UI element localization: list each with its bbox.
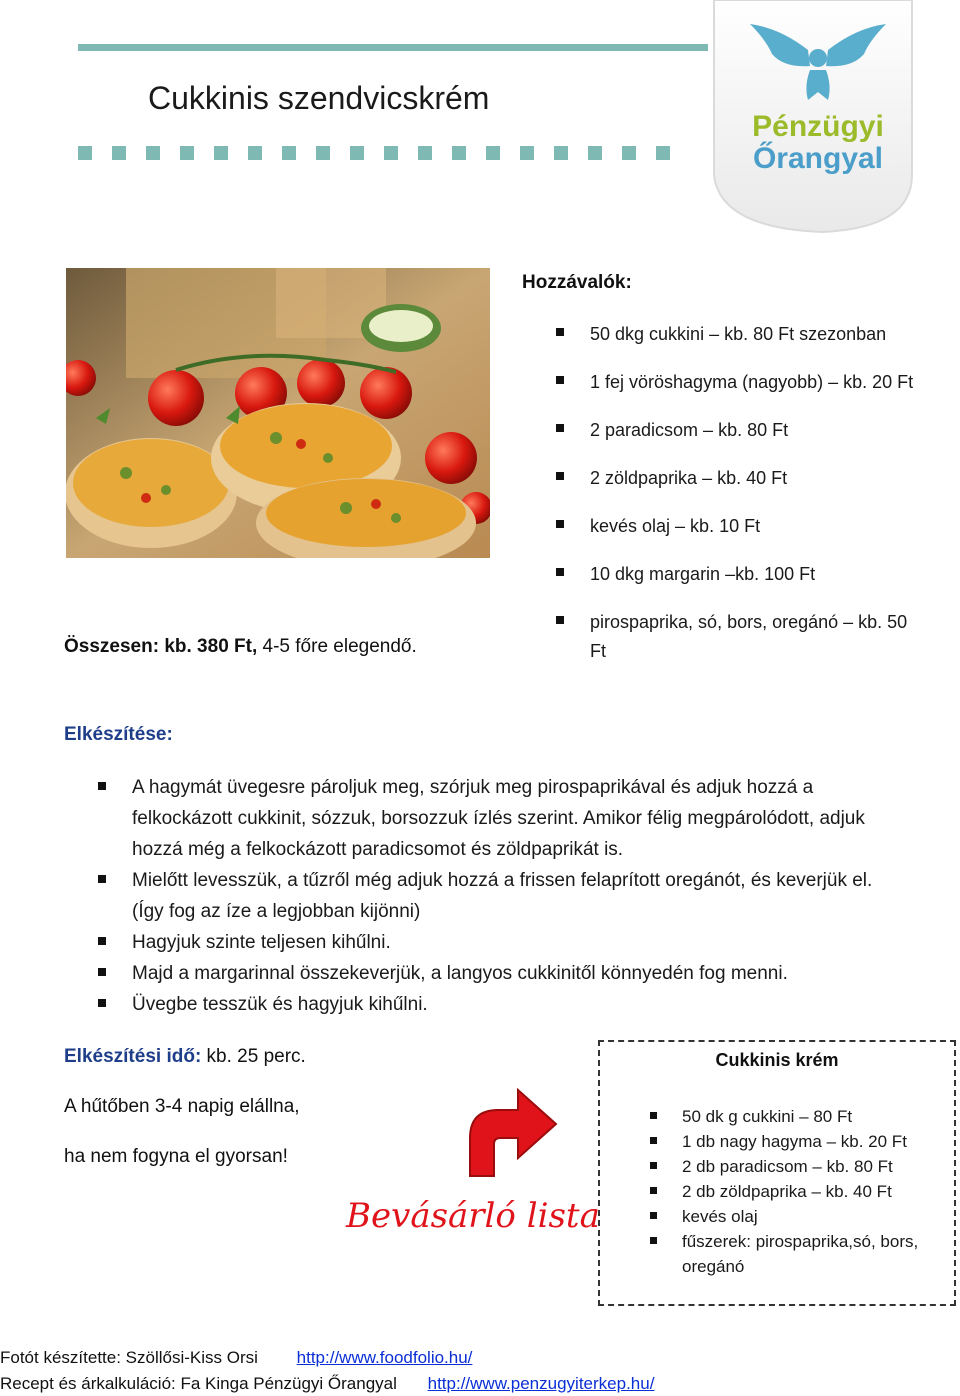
ingredient-item: kevés olaj – kb. 10 Ft bbox=[556, 512, 918, 541]
shopping-item: 1 db nagy hagyma – kb. 20 Ft bbox=[650, 1129, 950, 1154]
shopping-item: kevés olaj bbox=[650, 1204, 950, 1229]
ingredients-heading: Hozzávalók: bbox=[522, 272, 632, 293]
total-cost bbox=[64, 636, 417, 658]
food-photo bbox=[66, 268, 490, 558]
fridge-note-line1: A hűtőben 3-4 napig elállna, bbox=[64, 1096, 300, 1117]
red-turn-arrow-icon bbox=[462, 1086, 558, 1178]
foodfolio-link[interactable]: http://www.foodfolio.hu/ bbox=[296, 1348, 473, 1367]
prep-time-label: Elkészítési idő: bbox=[64, 1046, 202, 1067]
ingredient-item: pirospaprika, só, bors, oregánó – kb. 50 Ft bbox=[556, 608, 918, 666]
step-item: Majd a margarinnal összekeverjük, a langyos cukkinitől könnyedén fog menni. bbox=[98, 958, 888, 989]
step-item: Üvegbe tesszük és hagyjuk kihűlni. bbox=[98, 989, 888, 1020]
shopping-item: 2 db zöldpaprika – kb. 40 Ft bbox=[650, 1179, 950, 1204]
step-item: Hagyjuk szinte teljesen kihűlni. bbox=[98, 927, 888, 958]
shopping-item: fűszerek: pirospaprika,só, bors, oregánó bbox=[650, 1229, 950, 1279]
ingredient-item: 10 dkg margarin –kb. 100 Ft bbox=[556, 560, 918, 589]
page-title: Cukkinis szendvicskrém bbox=[148, 80, 490, 116]
svg-text:Őrangyal: Őrangyal bbox=[752, 142, 884, 175]
shopping-list-label: Bevásárló lista bbox=[346, 1196, 600, 1236]
ingredient-item: 2 zöldpaprika – kb. 40 Ft bbox=[556, 464, 918, 493]
penzugyi-orangyal-logo bbox=[712, 0, 928, 236]
step-item: A hagymát üvegesre pároljuk meg, szórjuk meg pirospaprikával és adjuk hozzá a felkockázott cukkinit, sózzuk, borsozzuk ízlés szerint. Amikor félig megpárolódott, adjuk hozzá még a felkockázott paradicsomot és zöldpaprikát is. bbox=[98, 772, 888, 865]
ingredient-item: 1 fej vöröshagyma (nagyobb) – kb. 20 Ft bbox=[556, 368, 918, 397]
shopping-list-title: Cukkinis krém bbox=[715, 1050, 839, 1070]
recipe-credit: Recept és árkalkuláció: Fa Kinga Pénzügyi Őrangyal bbox=[0, 1374, 397, 1393]
total-servings: 4-5 főre elegendő. bbox=[257, 636, 417, 657]
fridge-note-line2: ha nem fogyna el gyorsan! bbox=[64, 1146, 288, 1167]
header-dashed-line bbox=[78, 146, 718, 160]
shopping-list bbox=[650, 1104, 950, 1279]
header-top-line bbox=[78, 44, 708, 51]
shopping-item: 2 db paradicsom – kb. 80 Ft bbox=[650, 1154, 950, 1179]
total-label: Összesen: kb. 380 Ft, bbox=[64, 636, 258, 657]
prep-time-value: kb. 25 perc. bbox=[201, 1046, 306, 1067]
ingredient-item: 50 dkg cukkini – kb. 80 Ft szezonban bbox=[556, 320, 918, 349]
preparation-heading: Elkészítése: bbox=[64, 724, 173, 745]
recipe-credit-line bbox=[0, 1374, 654, 1394]
photo-credit: Fotót készítette: Szöllősi-Kiss Orsi bbox=[0, 1348, 258, 1367]
step-item: Mielőtt levesszük, a tűzről még adjuk hozzá a frissen felaprított oregánót, és keverjük el. (Így fog az íze a legjobban kijönni) bbox=[98, 865, 888, 927]
penzugyiterkep-link[interactable]: http://www.penzugyiterkep.hu/ bbox=[427, 1374, 655, 1393]
photo-credit-line bbox=[0, 1348, 472, 1368]
ingredients-list bbox=[556, 320, 918, 685]
svg-text:Pénzügyi: Pénzügyi bbox=[752, 110, 884, 143]
ingredient-item: 2 paradicsom – kb. 80 Ft bbox=[556, 416, 918, 445]
shopping-item: 50 dk g cukkini – 80 Ft bbox=[650, 1104, 950, 1129]
prep-time bbox=[64, 1046, 306, 1068]
preparation-steps bbox=[98, 772, 888, 1020]
